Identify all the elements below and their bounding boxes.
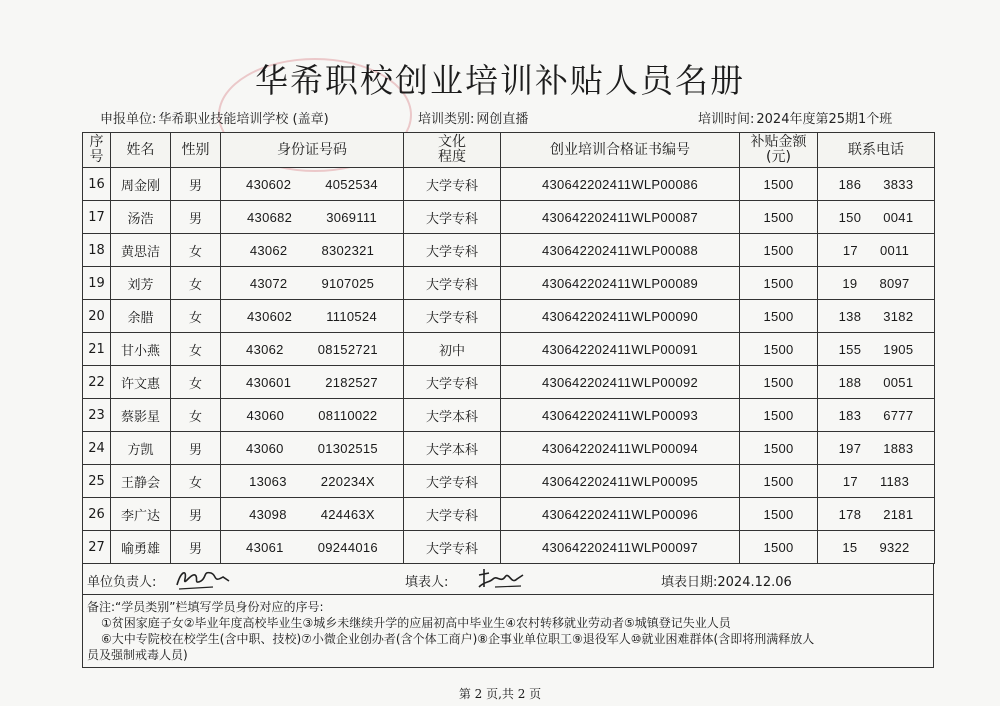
header-id: 身份证号码 bbox=[221, 133, 404, 168]
cell-amount: 1500 bbox=[740, 168, 818, 201]
cell-name: 蔡影星 bbox=[111, 399, 171, 432]
cell-seq: 23 bbox=[83, 399, 111, 432]
cell-certificate: 430642202411WLP00092 bbox=[501, 366, 740, 399]
cell-id-suffix: 08152721 bbox=[317, 341, 378, 357]
header-name: 姓名 bbox=[111, 133, 171, 168]
cell-phone bbox=[818, 366, 935, 399]
cell-id-prefix: 430602 bbox=[246, 176, 292, 192]
cell-phone bbox=[818, 531, 935, 564]
cell-name: 甘小燕 bbox=[111, 333, 171, 366]
fill-date bbox=[661, 571, 792, 590]
cell-id bbox=[221, 234, 404, 267]
cell-phone-suffix: 9322 bbox=[879, 539, 910, 555]
cell-certificate: 430642202411WLP00091 bbox=[501, 333, 740, 366]
cell-id-prefix: 43060 bbox=[246, 440, 284, 456]
cell-gender: 男 bbox=[171, 168, 221, 201]
cell-id bbox=[221, 267, 404, 300]
remark-line: ⑥大中专院校在校学生(含中职、技校)⑦小微企业创办者(含个体工商户)⑧企事业单位职工⑨退役军人⑩就业困难群体(含即将刑满释放人 bbox=[101, 632, 815, 646]
table-header-row bbox=[83, 133, 935, 168]
cell-certificate: 430642202411WLP00096 bbox=[501, 498, 740, 531]
table-row bbox=[83, 531, 935, 564]
remarks bbox=[87, 599, 927, 663]
cell-name: 黄思洁 bbox=[111, 234, 171, 267]
table-row bbox=[83, 498, 935, 531]
cell-phone bbox=[818, 333, 935, 366]
fill-date-value: 2024.12.06 bbox=[717, 575, 792, 590]
cell-phone-prefix: 197 bbox=[838, 440, 862, 456]
cell-phone-prefix: 19 bbox=[842, 275, 858, 291]
header-amount-line1: 补贴金额 bbox=[750, 134, 807, 150]
table-row bbox=[83, 366, 935, 399]
cell-certificate: 430642202411WLP00095 bbox=[501, 465, 740, 498]
cell-name: 许文惠 bbox=[111, 366, 171, 399]
cell-id bbox=[221, 201, 404, 234]
cell-id bbox=[221, 531, 404, 564]
cell-id bbox=[221, 333, 404, 366]
cell-certificate: 430642202411WLP00088 bbox=[501, 234, 740, 267]
cell-certificate: 430642202411WLP00087 bbox=[501, 201, 740, 234]
cell-id bbox=[221, 465, 404, 498]
cell-name: 刘芳 bbox=[111, 267, 171, 300]
cell-education: 大学本科 bbox=[404, 432, 501, 465]
cell-phone-prefix: 178 bbox=[838, 506, 862, 522]
cell-certificate: 430642202411WLP00086 bbox=[501, 168, 740, 201]
cell-id bbox=[221, 366, 404, 399]
cell-certificate: 430642202411WLP00093 bbox=[501, 399, 740, 432]
training-type bbox=[418, 108, 528, 127]
cell-id-suffix: 09244016 bbox=[317, 539, 378, 555]
cell-id-prefix: 43098 bbox=[249, 506, 287, 522]
cell-name: 方凯 bbox=[111, 432, 171, 465]
cell-id-suffix: 220234X bbox=[320, 473, 375, 489]
cell-amount: 1500 bbox=[740, 432, 818, 465]
cell-amount: 1500 bbox=[740, 399, 818, 432]
declaring-unit-label: 申报单位: bbox=[100, 112, 157, 127]
cell-id-suffix: 3069111 bbox=[326, 209, 377, 225]
cell-id-prefix: 43072 bbox=[249, 275, 288, 291]
declaring-unit-value: 华希职业技能培训学校 (盖章) bbox=[158, 112, 329, 127]
remark-line: ①贫困家庭子女②毕业年度高校毕业生③城乡未继续升学的应届初高中毕业生④农村转移就业劳动者⑤城镇登记失业人员 bbox=[101, 616, 731, 630]
header-gender: 性别 bbox=[171, 133, 221, 168]
cell-phone-suffix: 0051 bbox=[883, 374, 914, 390]
cell-id-suffix: 01302515 bbox=[317, 440, 378, 456]
cell-phone-suffix: 1883 bbox=[883, 440, 914, 456]
cell-phone bbox=[818, 300, 935, 333]
cell-amount: 1500 bbox=[740, 498, 818, 531]
cell-id bbox=[221, 498, 404, 531]
cell-phone-suffix: 3182 bbox=[883, 308, 914, 324]
cell-gender: 女 bbox=[171, 300, 221, 333]
cell-education: 初中 bbox=[404, 333, 501, 366]
header-education bbox=[404, 133, 501, 168]
cell-seq: 17 bbox=[83, 201, 111, 234]
cell-id-prefix: 430682 bbox=[247, 209, 293, 225]
header-amount-line2: (元) bbox=[766, 149, 791, 165]
cell-phone-suffix: 8097 bbox=[879, 275, 910, 291]
remark-line: 备注:“学员类别”栏填写学员身份对应的序号: bbox=[87, 600, 324, 614]
cell-seq: 24 bbox=[83, 432, 111, 465]
cell-phone bbox=[818, 234, 935, 267]
cell-name: 余腊 bbox=[111, 300, 171, 333]
training-type-value: 网创直播 bbox=[476, 112, 529, 127]
cell-education: 大学专科 bbox=[404, 267, 501, 300]
training-time bbox=[698, 108, 892, 127]
cell-certificate: 430642202411WLP00094 bbox=[501, 432, 740, 465]
table-row bbox=[83, 300, 935, 333]
unit-head-label: 单位负责人: bbox=[87, 575, 157, 590]
cell-phone-suffix: 0011 bbox=[879, 242, 910, 258]
cell-id-suffix: 424463X bbox=[320, 506, 375, 522]
cell-gender: 男 bbox=[171, 498, 221, 531]
cell-phone bbox=[818, 399, 935, 432]
cell-phone bbox=[818, 432, 935, 465]
cell-id-prefix: 43062 bbox=[246, 341, 284, 357]
table-row bbox=[83, 234, 935, 267]
cell-gender: 女 bbox=[171, 399, 221, 432]
cell-amount: 1500 bbox=[740, 201, 818, 234]
cell-education: 大学本科 bbox=[404, 399, 501, 432]
form-filler-label: 填表人: bbox=[405, 575, 449, 590]
cell-phone-prefix: 155 bbox=[838, 341, 862, 357]
cell-phone-prefix: 183 bbox=[838, 407, 862, 423]
cell-id-suffix: 9107025 bbox=[321, 275, 375, 291]
cell-phone-prefix: 150 bbox=[838, 209, 862, 225]
cell-education: 大学专科 bbox=[404, 531, 501, 564]
cell-gender: 女 bbox=[171, 267, 221, 300]
cell-amount: 1500 bbox=[740, 267, 818, 300]
training-time-label: 培训时间: bbox=[698, 112, 755, 127]
cell-phone-prefix: 138 bbox=[838, 308, 862, 324]
cell-phone-suffix: 1183 bbox=[879, 473, 910, 489]
cell-seq: 27 bbox=[83, 531, 111, 564]
header-seq: 序号 bbox=[83, 133, 111, 168]
cell-education: 大学专科 bbox=[404, 300, 501, 333]
cell-education: 大学专科 bbox=[404, 465, 501, 498]
cell-id-prefix: 43062 bbox=[249, 242, 288, 258]
roster-body bbox=[83, 168, 935, 564]
cell-education: 大学专科 bbox=[404, 234, 501, 267]
subsidy-roster-table bbox=[82, 132, 935, 564]
cell-phone-prefix: 17 bbox=[842, 473, 858, 489]
cell-id bbox=[221, 168, 404, 201]
cell-phone bbox=[818, 465, 935, 498]
cell-gender: 男 bbox=[171, 201, 221, 234]
cell-certificate: 430642202411WLP00089 bbox=[501, 267, 740, 300]
cell-phone-suffix: 3833 bbox=[883, 176, 914, 192]
cell-amount: 1500 bbox=[740, 366, 818, 399]
cell-phone-suffix: 2181 bbox=[883, 506, 914, 522]
cell-phone bbox=[818, 267, 935, 300]
cell-amount: 1500 bbox=[740, 333, 818, 366]
cell-id-suffix: 1110524 bbox=[326, 308, 377, 324]
cell-seq: 21 bbox=[83, 333, 111, 366]
table-row bbox=[83, 465, 935, 498]
cell-phone-prefix: 186 bbox=[838, 176, 862, 192]
cell-amount: 1500 bbox=[740, 234, 818, 267]
cell-gender: 女 bbox=[171, 366, 221, 399]
cell-name: 李广达 bbox=[111, 498, 171, 531]
cell-id bbox=[221, 399, 404, 432]
cell-seq: 26 bbox=[83, 498, 111, 531]
cell-id bbox=[221, 300, 404, 333]
header-certificate: 创业培训合格证书编号 bbox=[501, 133, 740, 168]
header-amount bbox=[740, 133, 818, 168]
cell-name: 王静会 bbox=[111, 465, 171, 498]
fill-date-label: 填表日期: bbox=[661, 575, 718, 590]
cell-amount: 1500 bbox=[740, 531, 818, 564]
header-phone: 联系电话 bbox=[818, 133, 935, 168]
cell-gender: 男 bbox=[171, 432, 221, 465]
cell-id-suffix: 4052534 bbox=[325, 176, 378, 192]
cell-amount: 1500 bbox=[740, 465, 818, 498]
header-education-line1: 文化 bbox=[438, 134, 466, 150]
unit-head-signature bbox=[173, 565, 233, 591]
page-number: 第 2 页,共 2 页 bbox=[458, 687, 542, 701]
footer-section bbox=[82, 563, 934, 668]
remark-line: 员及强制戒毒人员) bbox=[87, 648, 188, 662]
cell-phone-suffix: 1905 bbox=[883, 341, 914, 357]
cell-phone-prefix: 188 bbox=[838, 374, 862, 390]
cell-phone bbox=[818, 498, 935, 531]
cell-id-prefix: 43061 bbox=[246, 539, 284, 555]
table-row bbox=[83, 399, 935, 432]
cell-id-suffix: 8302321 bbox=[321, 242, 375, 258]
cell-name: 汤浩 bbox=[111, 201, 171, 234]
cell-gender: 女 bbox=[171, 465, 221, 498]
cell-education: 大学专科 bbox=[404, 168, 501, 201]
cell-id-suffix: 2182527 bbox=[325, 374, 378, 390]
cell-id-prefix: 430602 bbox=[247, 308, 293, 324]
cell-education: 大学专科 bbox=[404, 498, 501, 531]
cell-id-prefix: 43060 bbox=[246, 407, 285, 423]
cell-seq: 16 bbox=[83, 168, 111, 201]
cell-seq: 22 bbox=[83, 366, 111, 399]
table-row bbox=[83, 201, 935, 234]
cell-phone-suffix: 6777 bbox=[883, 407, 914, 423]
cell-gender: 女 bbox=[171, 333, 221, 366]
training-time-value: 2024年度第25期1个班 bbox=[756, 112, 893, 127]
cell-certificate: 430642202411WLP00090 bbox=[501, 300, 740, 333]
cell-amount: 1500 bbox=[740, 300, 818, 333]
cell-seq: 19 bbox=[83, 267, 111, 300]
cell-id-suffix: 08110022 bbox=[318, 407, 378, 423]
table-row bbox=[83, 267, 935, 300]
cell-education: 大学专科 bbox=[404, 201, 501, 234]
cell-phone bbox=[818, 168, 935, 201]
table-row bbox=[83, 432, 935, 465]
cell-gender: 女 bbox=[171, 234, 221, 267]
cell-phone-prefix: 17 bbox=[842, 242, 858, 258]
signature-row bbox=[83, 563, 933, 595]
cell-phone-suffix: 0041 bbox=[883, 209, 914, 225]
header-education-line2: 程度 bbox=[438, 149, 466, 165]
cell-certificate: 430642202411WLP00097 bbox=[501, 531, 740, 564]
cell-id-prefix: 13063 bbox=[249, 473, 287, 489]
declaring-unit bbox=[100, 108, 329, 127]
cell-education: 大学专科 bbox=[404, 366, 501, 399]
training-type-label: 培训类别: bbox=[418, 112, 475, 127]
cell-seq: 20 bbox=[83, 300, 111, 333]
table-row bbox=[83, 168, 935, 201]
document-title: 华希职校创业培训补贴人员名册 bbox=[255, 61, 745, 100]
cell-phone-prefix: 15 bbox=[842, 539, 858, 555]
cell-phone bbox=[818, 201, 935, 234]
cell-id bbox=[221, 432, 404, 465]
cell-name: 周金刚 bbox=[111, 168, 171, 201]
form-filler-signature bbox=[475, 565, 527, 591]
cell-id-prefix: 430601 bbox=[246, 374, 292, 390]
cell-name: 喻勇雄 bbox=[111, 531, 171, 564]
cell-gender: 男 bbox=[171, 531, 221, 564]
cell-seq: 25 bbox=[83, 465, 111, 498]
cell-seq: 18 bbox=[83, 234, 111, 267]
table-row bbox=[83, 333, 935, 366]
